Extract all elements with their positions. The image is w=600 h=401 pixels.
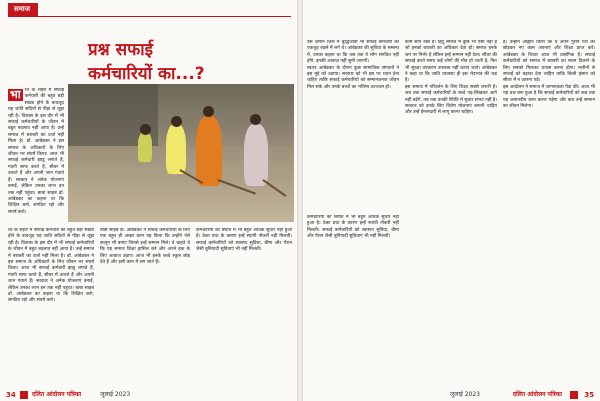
- worker-head: [171, 116, 182, 127]
- headline-line-1: प्रश्न सफाई: [88, 40, 153, 60]
- worker-head: [140, 124, 151, 135]
- worker-figure: [244, 124, 268, 186]
- magazine-title: दलित आंदोलन पत्रिका: [32, 391, 82, 398]
- body-column-2: [100, 228, 190, 386]
- section-label: समाज: [8, 3, 38, 16]
- body-text: उस ज़माने ज़िले में बुद्धिजीवी भी सफाई कर्मचारी को एकजुट रखने में लगे थे। आंबेडकर की सुविधा के सम्बन्ध में, उनका कहना था कि जब तक ये लोग संगठित नहीं होंगे, इनकी आवाज़ नहीं सुनी जाएगी।: [307, 40, 399, 65]
- worker-head: [203, 106, 214, 117]
- magazine-title: दलित आंदोलन पत्रिका: [512, 391, 562, 398]
- body-text: कर्मचारियों की स्थिति में भी बहुत अधिक सुधार नहीं हुआ है। ठेका प्रथा के कारण इन्हें स्थायी नौकरी नहीं मिलती। सफाई कर्मचारियों को स्वास्थ्य सुविधा, बीमा और पेंशन जैसी बुनियादी सुविधाएं भी नहीं मिलतीं।: [307, 215, 399, 240]
- article-photo: [68, 84, 294, 222]
- body-text: बाबा साहब डॉ. आंबेडकर ने सफाई कर्मचारियों के लिए एक बहुत ही अच्छा काम यह किया कि उन्होंने ऐसे कानून भी बनाए जिनसे इन्हें सम्मान मिले। वे चाहते थे कि यह समाज शिक्षा हासिल करे और अपने हक के लिए आवाज उठाए। आज भी इनके बच्चे स्कूल छोड़ देते हैं और इसी काम में लग जाते हैं।: [100, 228, 190, 266]
- left-footer: [0, 389, 297, 401]
- body-column-1: [8, 228, 94, 386]
- intro-column: [8, 88, 64, 223]
- page-number: 34: [6, 391, 16, 399]
- body-text: है। उन्होंने आह्वान किया कि वे अपने पुराने पेशे को छोड़कर नए काम अपनाएं और शिक्षा प्राप्त करें। आंबेडकर के विचार आज भी प्रासंगिक हैं। सफाई कर्मचारियों को समाज में बराबरी का स्थान दिलाने के लिए सबको मिलकर प्रयास करना होगा। मशीनों से सफाई को बढ़ावा देना चाहिए ताकि किसी इंसान को सीवर में न उतरना पड़े।: [503, 40, 595, 84]
- headline-line-2: कर्मचारियों का...?: [88, 64, 205, 84]
- worker-figure: [138, 132, 152, 162]
- body-column-3: [196, 228, 292, 386]
- worker-figure: [166, 124, 186, 174]
- intro-text: रत के शहरों में सफाई कर्मचारी की बहुत बड़ी संख्या होने के बावजूद यह जाति सदियों से पीड़ा से जूझ रही है। विकास के इस दौर में भी सफाई कर्मचारियों के जीवन में बहुत बदलाव नहीं आया है। उन्हें समाज में बराबरी का दर्जा नहीं मिला है। डॉ. आंबेडकर ने इस समाज के अधिकारों के लिए जीवन भर संघर्ष किया। आज भी सफाई कर्मचारी झाडू लगाते हैं, गंदगी साफ करते हैं, सीवर में उतरते हैं और अपनी जान गंवाते हैं। सरकार ने अनेक योजनाएं बनाईं, लेकिन उनका लाभ इन तक नहीं पहुंचा। बाबा साहब डॉ. आंबेडकर का कहना था कि शिक्षित बनो, संगठित रहो और संघर्ष करो।: [8, 88, 64, 215]
- right-footer: [303, 389, 600, 401]
- issue-date: जुलाई 2023: [100, 391, 131, 398]
- article-headline: [88, 38, 233, 86]
- right-column-1: [307, 40, 399, 210]
- right-page: [303, 0, 600, 401]
- section-divider: [8, 16, 291, 17]
- page-number: 35: [584, 391, 594, 399]
- footer-accent: [570, 391, 578, 399]
- drop-cap: भा: [10, 88, 21, 101]
- body-text: इस समाज में परिवर्तन के लिए शिक्षा सबसे जरूरी है। जब तक सफाई कर्मचारियों के बच्चे पढ़-लिखकर आगे नहीं बढ़ेंगे, तब तक उनकी स्थिति में सुधार संभव नहीं है। सरकार को इनके लिए विशेष योजनाएं बनानी चाहिए और उन्हें ईमानदारी से लागू करना चाहिए।: [405, 84, 497, 116]
- right-column-3: [503, 40, 595, 385]
- right-column-1-lower: [307, 215, 399, 385]
- worker-figure: [196, 116, 222, 186]
- body-text: रत के शहरों में सफाई कर्मचारी की बहुत बड़ी संख्या होने के बावजूद यह जाति सदियों से पीड़ा से जूझ रही है। विकास के इस दौर में भी सफाई कर्मचारियों के जीवन में बहुत बदलाव नहीं आया है। उन्हें समाज में बराबरी का दर्जा नहीं मिला है। डॉ. आंबेडकर ने इस समाज के अधिकारों के लिए जीवन भर संघर्ष किया। आज भी सफाई कर्मचारी झाडू लगाते हैं, गंदगी साफ करते हैं, सीवर में उतरते हैं और अपनी जान गंवाते हैं। सरकार ने अनेक योजनाएं बनाईं, लेकिन उनका लाभ इन तक नहीं पहुंचा। बाबा साहब डॉ. आंबेडकर का कहना था कि शिक्षित बनो, संगठित रहो और संघर्ष करो।: [8, 228, 94, 304]
- footer-accent: [20, 391, 28, 399]
- issue-date: जुलाई 2023: [449, 391, 480, 398]
- right-column-2: [405, 40, 497, 385]
- worker-head: [250, 114, 261, 125]
- body-text: स्वतंत्र आंबेडकर के दौरान कुछ सामाजिक संगठनों ने इस मुद्दे को उठाया। सरकार को भी इस पर ध्यान देना चाहिए ताकि सफाई कर्मचारियों को सम्मानजनक जीवन मिल सके और उनके बच्चों का भविष्य उज्ज्वल हो।: [307, 65, 399, 90]
- left-page: [0, 0, 297, 401]
- body-text: कर्मचारियों की स्थिति में भी बहुत अधिक सुधार नहीं हुआ है। ठेका प्रथा के कारण इन्हें स्थायी नौकरी नहीं मिलती। सफाई कर्मचारियों को स्वास्थ्य सुविधा, बीमा और पेंशन जैसी बुनियादी सुविधाएं भी नहीं मिलतीं।: [196, 228, 292, 253]
- body-text: काम सौंप रखा है। हिंदू समाज में कुछ भी ऐसा नहीं है जो इनको बराबरी का अधिकार देता हो। समाज इनके श्रम पर निर्भर है लेकिन इन्हें सम्मान नहीं देता। सीवर की सफाई करते समय कई लोगों की मौत हो जाती है, फिर भी सुरक्षा उपकरण उपलब्ध नहीं कराए जाते। आंबेडकर ने कहा था कि जाति व्यवस्था ही इस भेदभाव की जड़ है।: [405, 40, 497, 84]
- body-text: इस आंदोलन ने समाज में जागरूकता पैदा की। आज भी यह प्रश्न बना हुआ है कि सफाई कर्मचारियों को कब तक यह अमानवीय काम करना पड़ेगा और कब उन्हें सम्मान का जीवन मिलेगा।: [503, 84, 595, 110]
